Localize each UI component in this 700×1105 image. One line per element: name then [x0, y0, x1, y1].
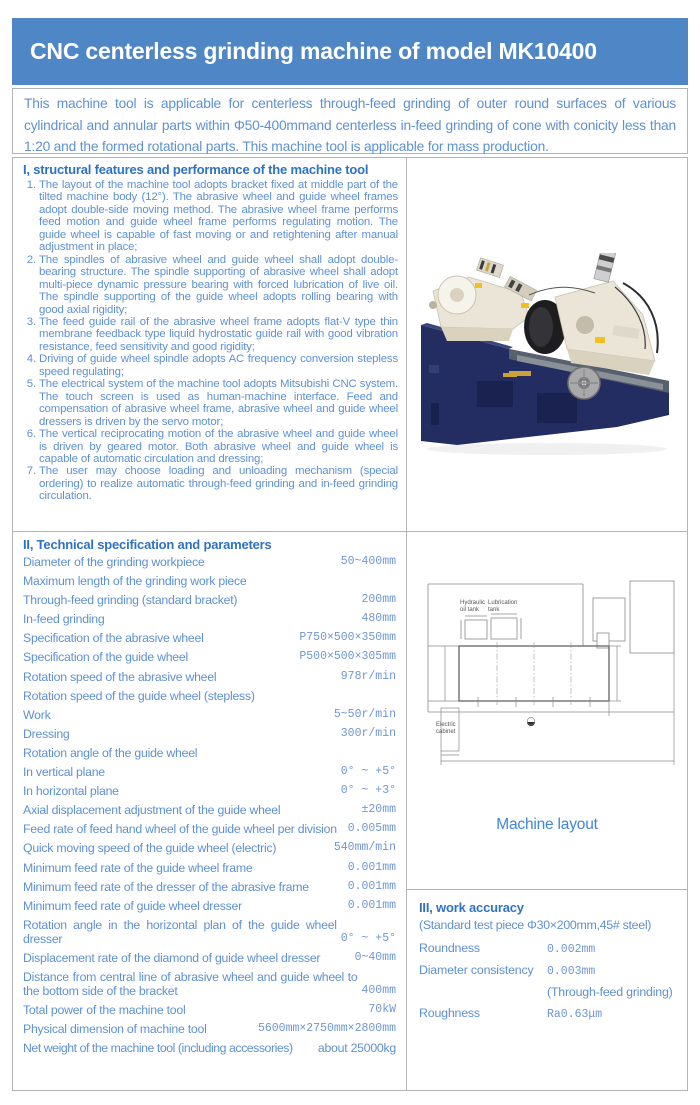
accuracy-label: Roughness: [419, 1006, 480, 1020]
layout-caption: Machine layout: [496, 816, 598, 833]
spec-row: [23, 574, 396, 588]
title-banner: [12, 18, 688, 85]
spec-value: 50~400mm: [340, 555, 396, 568]
feature-item: 2. The spindles of abrasive wheel and guide wheel shall adopt double-bearing structure. The spindle supporting of abrasive wheel shall adopt multi-piece dynamic pressure bearing with forced lubrication of live oil. The spindle supporting of the guide wheel adopts rolling bearing with good axial rigidity;: [39, 254, 398, 316]
spec-row: [23, 784, 396, 798]
spec-label: Maximum length of the grinding work piece: [23, 574, 247, 589]
spec-label: Quick moving speed of the guide wheel (electric): [23, 841, 277, 856]
spec-label: Total power of the machine tool: [23, 1003, 186, 1018]
spec-table: [23, 555, 396, 1055]
feature-list: [23, 179, 398, 503]
spec-value: 0° ~ +5°: [340, 931, 396, 945]
spec-value: ±20mm: [361, 803, 396, 817]
spec-row: [23, 727, 396, 741]
spec-label: Net weight of the machine tool (including accessories): [23, 1041, 293, 1056]
feature-item: 6. The vertical reciprocating motion of the abrasive wheel and guide wheel is driven by geared motor. Both abrasive wheel and guide wheel is capable of automatic circulation and dressing;: [39, 428, 398, 465]
spec-label: Work: [23, 707, 51, 722]
spec-label: Axial displacement adjustment of the guide wheel: [23, 803, 281, 818]
spec-value: 5600mm×2750mm×2800mm: [257, 1022, 396, 1036]
section-technical-specs: [13, 532, 406, 1090]
machine-layout-cell: [407, 532, 687, 889]
spec-value: 0.001mm: [347, 860, 396, 874]
accuracy-label: Roundness: [419, 941, 480, 955]
spec-label: Specification of the abrasive wheel: [23, 631, 204, 646]
spec-label: In vertical plane: [23, 765, 105, 780]
lubrication-tank-label: Lubrication tank: [488, 600, 518, 613]
spec-row: [23, 593, 396, 607]
machine-layout-figure: [412, 550, 682, 790]
spec-row: [23, 650, 396, 664]
spec-value: P500×500×305mm: [299, 650, 396, 664]
spec-label: Minimum feed rate of the guide wheel frame: [23, 860, 253, 875]
electric-cabinet-label: Electric cabinet: [436, 722, 456, 735]
spec-value: 0.001mm: [347, 879, 396, 893]
accuracy-value: 0.002mm: [547, 943, 596, 956]
accuracy-label: Diameter consistency: [419, 963, 534, 977]
spec-row: [23, 1041, 396, 1055]
spec-label: Minimum feed rate of the dresser of the abrasive frame: [23, 879, 309, 894]
content-table: [12, 157, 688, 1091]
section3-subtitle: (Standard test piece Φ30×200mm,45# steel): [419, 918, 652, 932]
spec-row: [23, 670, 396, 684]
spec-row: [23, 555, 396, 569]
spec-label: Dressing: [23, 726, 70, 741]
accuracy-note: (Through-feed grinding): [547, 985, 673, 999]
spec-label: Diameter of the grinding workpiece: [23, 555, 205, 569]
spec-row: [23, 708, 396, 722]
spec-label: In-feed grinding: [23, 612, 105, 627]
spec-value: 0° ~ +3°: [340, 784, 396, 798]
feature-item: 4. Driving of guide wheel spindle adopts AC frequency conversion stepless speed regulating;: [39, 353, 398, 378]
spec-value: 540mm/min: [333, 841, 396, 855]
hydraulic-tank-label: Hydraulic oil tank: [460, 600, 486, 613]
spec-row: [23, 765, 396, 779]
accuracy-table: [419, 941, 675, 1021]
section-structural-features: [13, 158, 406, 531]
section1-heading: I, structural features and performance of the machine tool: [23, 162, 369, 177]
spec-row: [23, 1003, 396, 1017]
spec-label: Displacement rate of the diamond of guide wheel dresser: [23, 950, 321, 965]
machine-layout-svg: [412, 550, 682, 790]
spec-row: [23, 803, 396, 817]
spec-row: [23, 689, 396, 703]
intro-text: This machine tool is applicable for centerless through-feed grinding of outer round surfaces of various cylindrical and annular parts within Φ50-400mmand centerless in-feed grinding of cone with conicity less than 1:20 and the formed rotational parts. This machine tool is applicable for mass production.: [24, 96, 676, 155]
accuracy-value: 0.003mm: [547, 965, 596, 978]
spec-label: In horizontal plane: [23, 784, 119, 799]
spec-value: P750×500×350mm: [299, 631, 396, 645]
feature-item: 5. The electrical system of the machine tool adopts Mitsubishi CNC system. The touch screen is used as human-machine interface. Feed and compensation of abrasive wheel frame, abrasive wheel and guide wheel dressers is driven by the servo motor;: [39, 378, 398, 428]
spec-row: [23, 861, 396, 875]
spec-row: [23, 880, 396, 894]
spec-value: 0~40mm: [354, 950, 396, 964]
spec-label: Feed rate of feed hand wheel of the guide wheel per division: [23, 822, 337, 837]
spec-label: Physical dimension of machine tool: [23, 1022, 207, 1037]
spec-row: [23, 746, 396, 760]
feature-item: 7. The user may choose loading and unloading mechanism (special ordering) to realize automatic through-feed grinding and in-feed grinding circulation.: [39, 465, 398, 502]
spec-value: 0.001mm: [347, 898, 396, 912]
spec-row: [23, 970, 396, 998]
spec-row: [23, 841, 396, 855]
spec-value: 400mm: [361, 983, 396, 997]
page-title: CNC centerless grinding machine of model MK10400: [30, 38, 597, 64]
spec-label: Rotation speed of the abrasive wheel: [23, 669, 217, 684]
feature-item: 3. The feed guide rail of the abrasive wheel frame adopts flat-V type thin membrane feedback type liquid hydrostatic guide rail with good vibration resistance, feed sensitivity and good rigidity;: [39, 316, 398, 353]
spec-value: 480mm: [361, 612, 396, 626]
spec-row: [23, 899, 396, 913]
spec-value: 5~50r/min: [333, 707, 396, 721]
spec-label: Specification of the guide wheel: [23, 650, 188, 665]
accuracy-value: Ra0.63μm: [547, 1008, 603, 1021]
spec-row: [23, 822, 396, 836]
spec-value: 70kW: [368, 1003, 396, 1017]
spec-label: Rotation angle of the guide wheel: [23, 745, 198, 760]
spec-label: Minimum feed rate of guide wheel dresser: [23, 898, 242, 913]
spec-value: about 25000kg: [317, 1041, 396, 1056]
spec-value: 200mm: [361, 593, 396, 607]
section3-heading: III, work accuracy: [419, 900, 524, 915]
section-work-accuracy: [407, 890, 687, 1090]
machine-photo-illustration: [417, 253, 677, 463]
spec-label: Through-feed grinding (standard bracket): [23, 593, 238, 608]
spec-row: [23, 631, 396, 645]
spec-value: 978r/min: [340, 669, 396, 683]
spec-row: [23, 1022, 396, 1036]
spec-row: [23, 612, 396, 626]
spec-value: 0.005mm: [347, 822, 396, 836]
section2-heading: II, Technical specification and parameters: [23, 537, 272, 552]
spec-label: Rotation speed of the guide wheel (stepless): [23, 688, 255, 703]
machine-photo-svg: [417, 253, 677, 463]
spec-row: [23, 951, 396, 965]
spec-row: [23, 918, 396, 946]
spec-label: Rotation angle in the horizontal plan of the guide wheel dresser: [23, 917, 337, 946]
spec-value: 0° ~ +5°: [340, 765, 396, 779]
machine-photo-cell: [407, 158, 687, 531]
feature-item: 1. The layout of the machine tool adopts bracket fixed at middle part of the tilted machine body (12°). The abrasive wheel and guide wheel frames adopt double-side moving method. The abrasive wheel frame performs feed motion and guide wheel frame performs regulating motion. The guide wheel is capable of fast moving or and retightening after manual adjustment in place;: [39, 179, 398, 254]
intro-paragraph-box: [12, 88, 688, 154]
spec-value: 300r/min: [340, 726, 396, 740]
spec-label: Distance from central line of abrasive wheel and guide wheel to the bottom side of the bracket: [23, 969, 358, 998]
